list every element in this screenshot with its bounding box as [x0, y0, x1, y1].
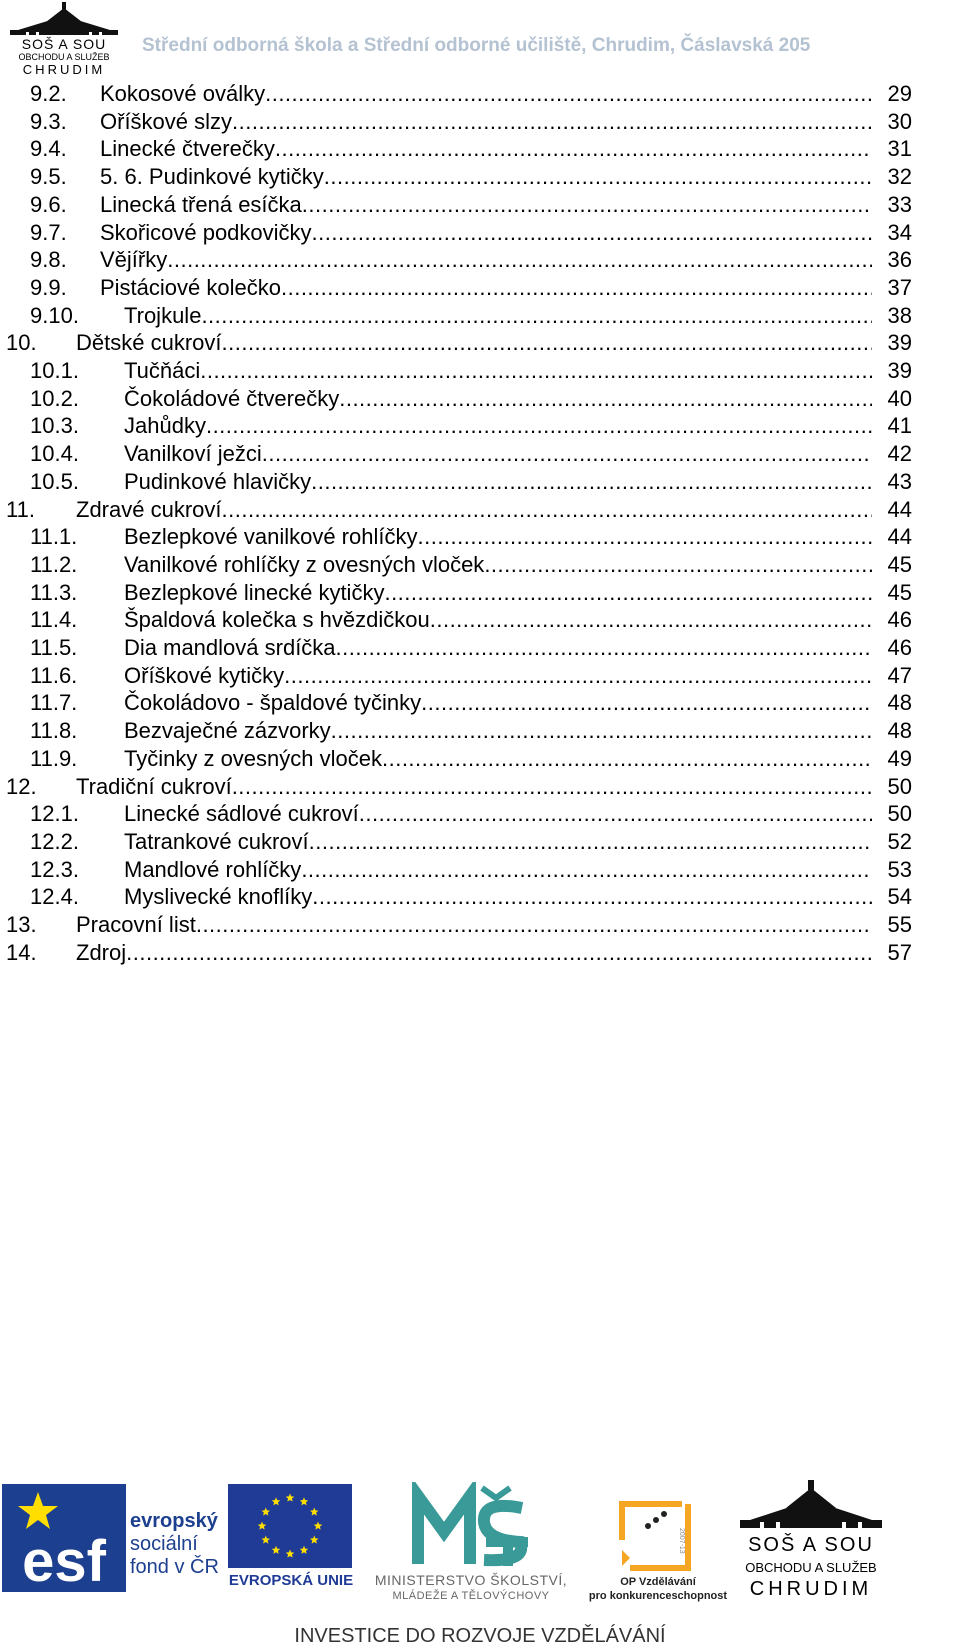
- toc-entry-number: 11.5.: [30, 635, 78, 660]
- toc-entry-page: 39: [887, 330, 912, 356]
- toc-leader-dots: [206, 411, 872, 440]
- toc-entry-page: 57: [887, 939, 912, 965]
- toc-leader-dots: [302, 190, 872, 219]
- op-logo: [586, 1480, 730, 1610]
- toc-entry[interactable]: [30, 467, 912, 496]
- toc-entry-page: 46: [887, 635, 912, 660]
- toc-entry-title: Zdravé cukroví: [76, 496, 222, 522]
- toc-entry-number: 11.6.: [30, 662, 78, 688]
- toc-entry-page: 37: [887, 274, 912, 300]
- toc-entry[interactable]: [30, 439, 912, 468]
- op-years: 2007-13: [678, 1528, 685, 1554]
- toc-entry[interactable]: [30, 661, 912, 690]
- school-footer-line1: SOŠ A SOU: [748, 1534, 874, 1556]
- toc-entry-page: 45: [887, 551, 912, 577]
- school-logo-line2: OBCHODU A SLUŽEB: [18, 52, 110, 62]
- toc-entry[interactable]: [30, 827, 912, 856]
- toc-entry-page: 53: [887, 856, 912, 882]
- toc-leader-dots: [382, 744, 872, 773]
- toc-entry[interactable]: [30, 716, 912, 745]
- toc-entry-title: Dia mandlová srdíčka: [124, 635, 336, 660]
- toc-entry[interactable]: [30, 273, 912, 302]
- toc-entry-number: 10.5.: [30, 468, 79, 494]
- msmt-logo: [360, 1480, 582, 1600]
- toc-entry[interactable]: [6, 772, 912, 801]
- toc-entry[interactable]: [30, 633, 912, 662]
- toc-leader-dots: [417, 522, 872, 551]
- toc-entry-title: 5. 6. Pudinkové kytičky: [100, 164, 324, 190]
- toc-entry-page: 45: [887, 579, 912, 605]
- toc-leader-dots: [232, 107, 872, 136]
- toc-entry[interactable]: [30, 190, 912, 219]
- toc-entry-title: Bezlepkové linecké kytičky: [124, 579, 385, 605]
- toc-leader-dots: [284, 661, 872, 690]
- toc-leader-dots: [311, 467, 872, 496]
- toc-entry-title: Linecké sádlové cukroví: [124, 801, 359, 827]
- toc-entry[interactable]: [30, 218, 912, 247]
- toc-entry-number: 9.6.: [30, 191, 67, 217]
- eu-label: EVROPSKÁ UNIE: [228, 1572, 354, 1589]
- toc-entry-page: 36: [887, 247, 912, 273]
- toc-entry-title: Oříškové slzy: [100, 108, 233, 134]
- toc-entry-title: Dětské cukroví: [76, 330, 222, 356]
- toc-leader-dots: [126, 938, 872, 967]
- toc-entry-number: 9.8.: [30, 247, 67, 273]
- footer-slogan: INVESTICE DO ROZVOJE VZDĚLÁVÁNÍ: [294, 1625, 666, 1647]
- op-line1: OP Vzdělávání: [620, 1576, 696, 1588]
- toc-entry-number: 11.8.: [30, 718, 78, 744]
- toc-entry-page: 33: [887, 191, 912, 217]
- toc-entry-page: 41: [887, 413, 912, 439]
- toc-leader-dots: [222, 495, 873, 524]
- toc-entry[interactable]: [30, 855, 912, 884]
- toc-entry-title: Tyčinky z ovesných vloček: [124, 745, 382, 771]
- toc-entry-number: 10.4.: [30, 441, 79, 467]
- toc-leader-dots: [339, 384, 872, 413]
- toc-entry[interactable]: [30, 107, 912, 136]
- toc-entry[interactable]: [30, 605, 912, 634]
- toc-leader-dots: [484, 550, 872, 579]
- toc-entry-title: Kokosové oválky: [100, 81, 266, 106]
- toc-entry-number: 9.5.: [30, 164, 67, 190]
- toc-entry-title: Linecká třená esíčka: [100, 191, 302, 217]
- toc-entry[interactable]: [30, 522, 912, 551]
- toc-entry-title: Špaldová kolečka s hvězdičkou: [124, 607, 430, 633]
- toc-entry-number: 11.2.: [30, 551, 78, 577]
- toc-entry-title: Myslivecké knoflíky: [124, 884, 313, 910]
- toc-entry-number: 11.1.: [30, 524, 78, 550]
- toc-entry-number: 9.3.: [30, 108, 67, 134]
- toc-entry[interactable]: [30, 245, 912, 274]
- toc-entry[interactable]: [30, 134, 912, 163]
- toc-entry-number: 11.4.: [30, 607, 78, 633]
- toc-leader-dots: [265, 79, 872, 108]
- toc-entry[interactable]: [30, 578, 912, 607]
- toc-entry-title: Trojkule: [124, 302, 202, 328]
- toc-entry-number: 10.2.: [30, 385, 79, 411]
- toc-entry[interactable]: [30, 384, 912, 413]
- school-footer-line3: CHRUDIM: [749, 1578, 873, 1600]
- toc-leader-dots: [336, 633, 872, 662]
- toc-entry[interactable]: [30, 411, 912, 440]
- toc-entry[interactable]: [30, 688, 912, 717]
- toc-entry-title: Pracovní list: [76, 912, 196, 937]
- toc-entry-number: 9.10.: [30, 302, 79, 328]
- esf-letters: esf: [22, 1529, 106, 1594]
- toc-entry-title: Čokoládovo - špaldové tyčinky: [124, 690, 422, 716]
- toc-entry[interactable]: [30, 882, 912, 911]
- toc-leader-dots: [275, 134, 872, 163]
- toc-leader-dots: [384, 578, 872, 607]
- toc-entry-title: Čokoládové čtverečky: [124, 385, 340, 411]
- page-header: [0, 0, 960, 80]
- toc-entry-title: Jahůdky: [124, 413, 206, 439]
- school-logo: [6, 2, 122, 80]
- toc-entry-title: Vanilkové rohlíčky z ovesných vloček: [124, 551, 485, 577]
- toc-entry-number: 9.4.: [30, 136, 67, 162]
- toc-leader-dots: [196, 910, 872, 939]
- toc-entry-page: 47: [887, 662, 912, 688]
- school-logo-line3: CHRUDIM: [22, 62, 106, 77]
- toc-entry-number: 12.1.: [30, 801, 79, 827]
- toc-entry-page: 30: [887, 108, 912, 134]
- toc-leader-dots: [331, 716, 872, 745]
- toc-entry-page: 46: [887, 607, 912, 633]
- op-line2: pro konkurenceschopnost: [588, 1590, 728, 1602]
- toc-leader-dots: [201, 301, 872, 330]
- school-footer-line2: OBCHODU A SLUŽEB: [745, 1560, 877, 1575]
- toc-entry-title: Bezlepkové vanilkové rohlíčky: [124, 524, 418, 550]
- msmt-line1: MINISTERSTVO ŠKOLSTVÍ,: [374, 1572, 568, 1588]
- toc-entry[interactable]: [30, 162, 912, 191]
- toc-entry-page: 31: [887, 136, 912, 162]
- school-logo-line1: SOŠ A SOU: [21, 36, 107, 52]
- toc-entry-page: 29: [887, 81, 912, 106]
- toc-entry[interactable]: [6, 495, 912, 524]
- toc-entry-number: 10.: [6, 330, 37, 356]
- toc-entry-title: Pistáciové kolečko: [100, 274, 281, 300]
- header-title: Střední odborná škola a Střední odborné učiliště, Chrudim, Čáslavská 205: [142, 35, 811, 56]
- toc-entry-number: 11.: [6, 496, 35, 522]
- toc-entry-title: Tradiční cukroví: [76, 773, 232, 799]
- toc-entry-page: 44: [887, 496, 912, 522]
- toc-entry[interactable]: [30, 79, 912, 108]
- esf-logo: [0, 1480, 222, 1600]
- toc-entry[interactable]: [30, 301, 912, 330]
- toc-leader-dots: [262, 439, 872, 468]
- toc-entry-title: Tatrankové cukroví: [124, 828, 309, 854]
- toc-entry-title: Zdroj: [76, 939, 127, 965]
- toc-entry-page: 48: [887, 690, 912, 716]
- toc-entry-page: 39: [887, 358, 912, 383]
- toc-leader-dots: [167, 245, 872, 274]
- toc-entry-number: 12.: [6, 773, 37, 799]
- toc-leader-dots: [312, 882, 872, 911]
- toc-entry-number: 9.2.: [30, 81, 67, 106]
- toc-leader-dots: [232, 772, 872, 801]
- toc-entry[interactable]: [30, 744, 912, 773]
- toc-entry-title: Vanilkoví ježci: [124, 441, 262, 467]
- toc-entry-page: 54: [887, 884, 912, 910]
- toc-entry-page: 50: [887, 773, 912, 799]
- toc-entry-title: Oříškové kytičky: [124, 662, 285, 688]
- toc-entry-number: 12.3.: [30, 856, 79, 882]
- toc-entry-number: 11.9.: [30, 745, 78, 771]
- toc-entry-title: Mandlové rohlíčky: [124, 856, 302, 882]
- toc-entry[interactable]: [30, 550, 912, 579]
- toc-entry-title: Bezvaječné zázvorky: [124, 718, 331, 744]
- toc-entry[interactable]: [6, 938, 912, 967]
- toc-entry-title: Skořicové podkovičky: [100, 219, 312, 245]
- toc-entry-page: 48: [887, 718, 912, 744]
- eu-flag-icon: [228, 1484, 352, 1568]
- esf-line1: evropský: [130, 1510, 218, 1532]
- msmt-line2: MLÁDEŽE A TĚLOVÝCHOVY: [392, 1590, 550, 1602]
- toc-entry-page: 50: [887, 801, 912, 827]
- toc-entry-number: 14.: [6, 939, 37, 965]
- chateau-icon: [736, 1480, 886, 1536]
- toc-entry-page: 38: [887, 302, 912, 328]
- toc-entry-title: Pudinkové hlavičky: [124, 468, 312, 494]
- toc-leader-dots: [421, 688, 872, 717]
- toc-entry-title: Vějířky: [100, 247, 168, 273]
- toc-entry-page: 49: [887, 745, 912, 771]
- toc-entry-number: 12.4.: [30, 884, 79, 910]
- toc-entry-page: 34: [887, 219, 912, 245]
- esf-line3: fond v ČR: [130, 1556, 219, 1578]
- toc-entry-number: 13.: [6, 912, 37, 937]
- toc-entry[interactable]: [6, 910, 912, 939]
- toc-leader-dots: [301, 855, 872, 884]
- toc-entry-number: 9.7.: [30, 219, 67, 245]
- toc-leader-dots: [200, 356, 872, 385]
- toc-entry-page: 32: [887, 164, 912, 190]
- toc-entry[interactable]: [30, 799, 912, 828]
- toc-leader-dots: [222, 328, 873, 357]
- toc-leader-dots: [359, 799, 872, 828]
- toc-entry-page: 44: [887, 524, 912, 550]
- toc-entry[interactable]: [30, 356, 912, 385]
- toc-entry-page: 43: [887, 468, 912, 494]
- toc-entry-number: 9.9.: [30, 274, 67, 300]
- toc-leader-dots: [281, 273, 872, 302]
- toc-leader-dots: [430, 605, 872, 634]
- toc-entry-number: 10.3.: [30, 413, 79, 439]
- school-logo-footer: [736, 1480, 886, 1610]
- toc-entry[interactable]: [6, 328, 912, 357]
- toc-leader-dots: [324, 162, 872, 191]
- page-footer: [0, 1480, 960, 1648]
- toc-entry-number: 10.1.: [30, 358, 79, 383]
- op-mark-icon: [618, 1500, 698, 1572]
- toc-entry-title: Tučňáci: [124, 358, 201, 383]
- esf-line2: sociální: [130, 1533, 198, 1555]
- toc-entry-page: 40: [887, 385, 912, 411]
- eu-logo: [226, 1480, 356, 1600]
- msmt-mark-icon: [410, 1482, 530, 1568]
- toc-entry-number: 11.7.: [30, 690, 78, 716]
- toc-entry-page: 52: [887, 828, 912, 854]
- toc-leader-dots: [312, 218, 872, 247]
- toc-entry-number: 12.2.: [30, 828, 79, 854]
- toc-entry-number: 11.3.: [30, 579, 78, 605]
- toc-entry-page: 55: [887, 912, 912, 937]
- toc-leader-dots: [309, 827, 872, 856]
- toc-entry-title: Linecké čtverečky: [100, 136, 275, 162]
- toc-entry-page: 42: [887, 441, 912, 467]
